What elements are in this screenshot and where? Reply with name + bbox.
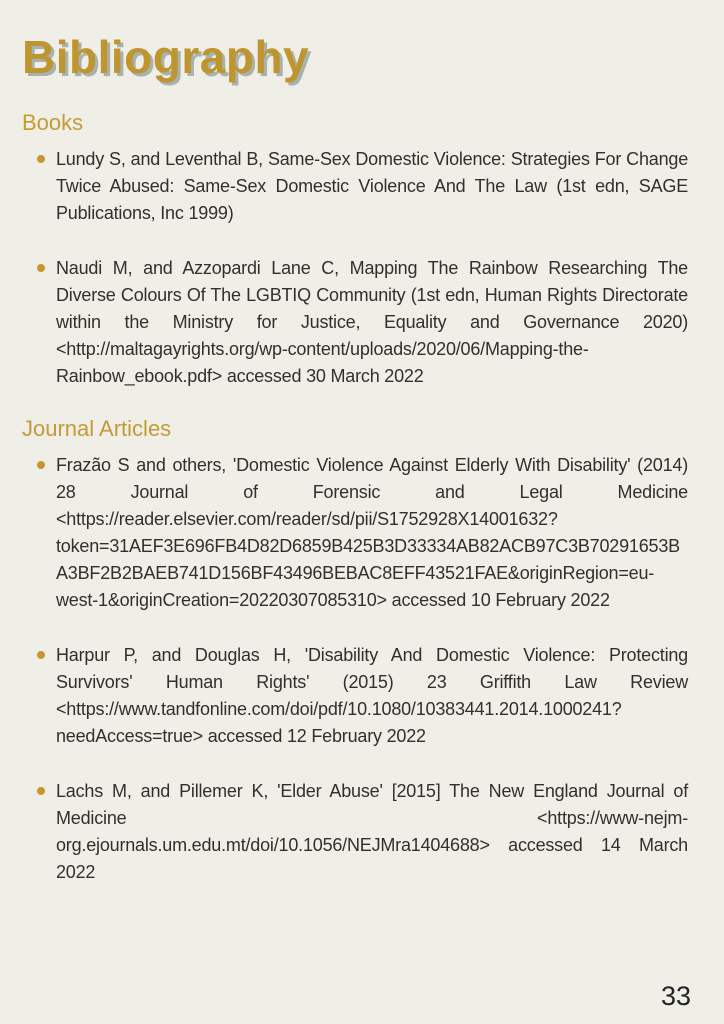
bibliography-item: [22, 255, 688, 390]
citation-text: Lachs M, and Pillemer K, 'Elder Abuse' [2015] The New England Journal of Medicine <https://www-nejm-org.ejournals.um.edu.mt/doi/10.1056/NEJMra1404688> accessed 14 March 2022: [56, 781, 688, 882]
bullet-icon: [37, 461, 45, 469]
citation-text: Frazão S and others, 'Domestic Violence Against Elderly With Disability' (2014) 28 Journal of Forensic and Legal Medicine <https://reader.elsevier.com/reader/sd/pii/S1752928X14001632?token=31AEF3E696FB4D82D6859B425B3D33334AB82ACB97C3B70291653BA3BF2B2BAEB741D156BF43496BEBAC8EFF43521FAE&originRegion=eu-west-1&originCreation=20220307085310> accessed 10 February 2022: [56, 455, 688, 610]
citation-text: Naudi M, and Azzopardi Lane C, Mapping The Rainbow Researching The Diverse Colours Of The LGBTIQ Community (1st edn, Human Rights Directorate within the Ministry for Justice, Equality and Governance 2020) <http://maltagayrights.org/wp-content/uploads/2020/06/Mapping-the-Rainbow_ebook.pdf> accessed 30 March 2022: [56, 258, 688, 386]
bibliography-item: [22, 642, 688, 750]
section-journal-articles: [22, 416, 688, 886]
journal-articles-list: [22, 452, 688, 886]
citation-text: Lundy S, and Leventhal B, Same-Sex Domestic Violence: Strategies For Change Twice Abused: Same-Sex Domestic Violence And The Law (1st edn, SAGE Publications, Inc 1999): [56, 149, 688, 223]
section-books: [22, 110, 688, 390]
bibliography-item: [22, 146, 688, 227]
section-heading-journal-articles: Journal Articles: [22, 416, 172, 441]
bullet-icon: [37, 787, 45, 795]
page-number: 33: [660, 981, 691, 1011]
bullet-icon: [37, 155, 45, 163]
bullet-icon: [37, 264, 45, 272]
bibliography-item: [22, 452, 688, 614]
bibliography-item: [22, 778, 688, 886]
page-title: Bibliography: [22, 31, 310, 83]
citation-text: Harpur P, and Douglas H, 'Disability And Domestic Violence: Protecting Survivors' Human Rights' (2015) 23 Griffith Law Review <https://www.tandfonline.com/doi/pdf/10.1080/10383441.2014.1000241?needAccess=true> accessed 12 February 2022: [56, 645, 688, 746]
books-list: [22, 146, 688, 390]
section-heading-books: Books: [22, 110, 84, 135]
bullet-icon: [37, 651, 45, 659]
